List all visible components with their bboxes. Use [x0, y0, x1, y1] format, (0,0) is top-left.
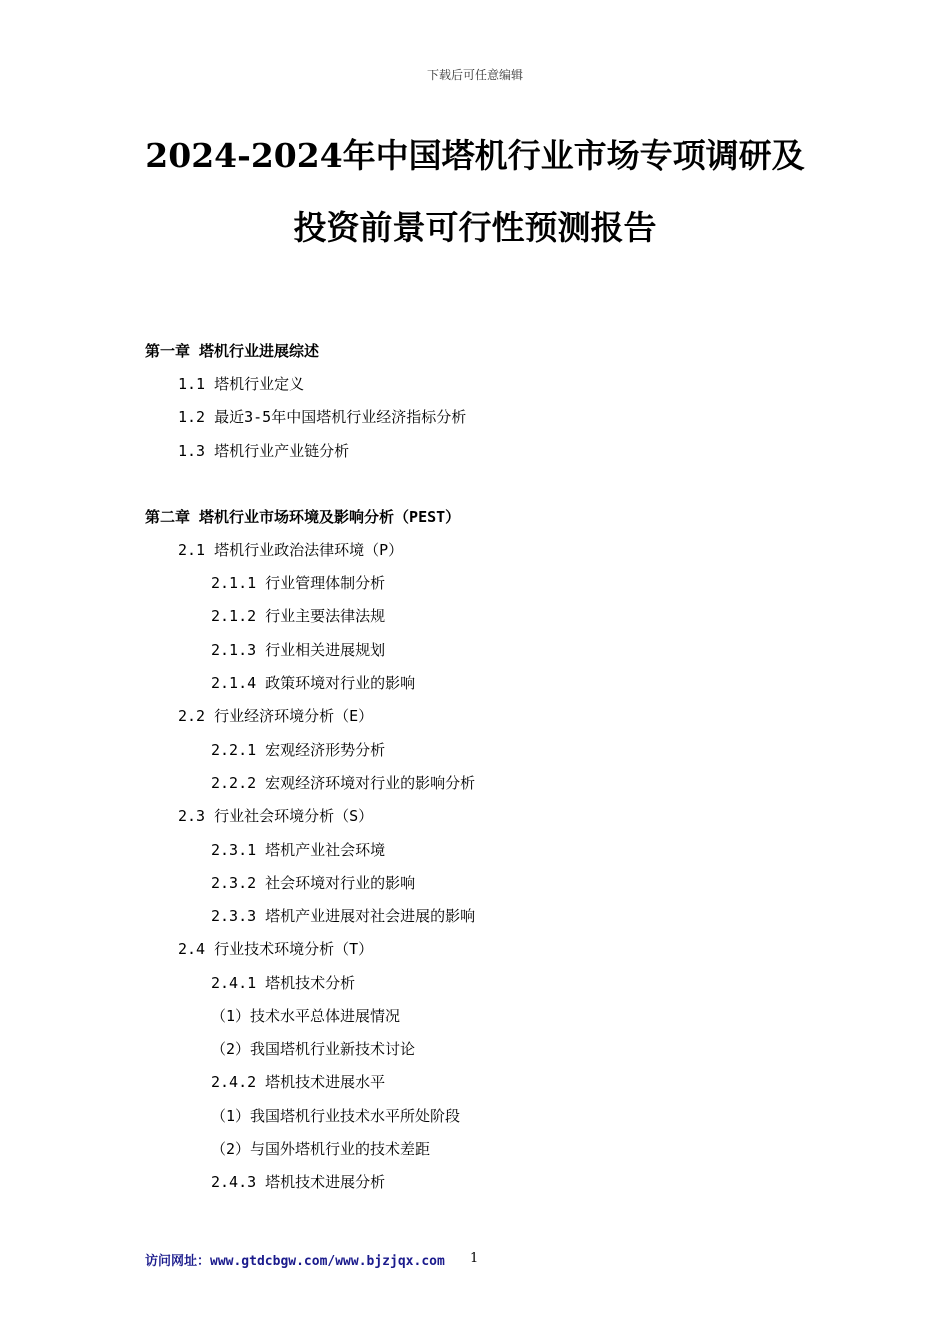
- toc-subsection: 2.2.1 宏观经济形势分析: [211, 741, 386, 759]
- toc-subsection: 2.1.3 行业相关进展规划: [211, 641, 386, 659]
- toc-section: 1.3 塔机行业产业链分析: [178, 442, 350, 460]
- toc-subsection: 2.4.2 塔机技术进展水平: [211, 1073, 386, 1091]
- toc-item: （2）与国外塔机行业的技术差距: [211, 1140, 431, 1158]
- page-number: 1: [470, 1251, 479, 1266]
- toc-subsection: 2.3.1 塔机产业社会环境: [211, 841, 386, 859]
- toc-subsection: 2.4.3 塔机技术进展分析: [211, 1173, 386, 1191]
- header-note: 下载后可任意编辑: [426, 68, 523, 82]
- toc-section: 2.4 行业技术环境分析（T）: [178, 940, 374, 958]
- toc-chapter: 第一章 塔机行业进展综述: [145, 342, 320, 360]
- toc-section: 2.2 行业经济环境分析（E）: [178, 707, 374, 725]
- toc-subsection: 2.4.1 塔机技术分析: [211, 974, 356, 992]
- toc-section: 1.2 最近3-5年中国塔机行业经济指标分析: [178, 408, 467, 426]
- toc-subsection: 2.1.2 行业主要法律法规: [211, 607, 386, 625]
- toc-subsection: 2.2.2 宏观经济环境对行业的影响分析: [211, 774, 476, 792]
- title-line-2: 投资前景可行性预测报告: [293, 208, 657, 247]
- toc-item: （1）技术水平总体进展情况: [211, 1007, 401, 1025]
- toc-section: 2.1 塔机行业政治法律环境（P）: [178, 541, 404, 559]
- toc-chapter: 第二章 塔机行业市场环境及影响分析（PEST）: [145, 508, 461, 526]
- toc-item: （1）我国塔机行业技术水平所处阶段: [211, 1107, 461, 1125]
- toc-section: 1.1 塔机行业定义: [178, 375, 305, 393]
- title-line-1: 2024-2024年中国塔机行业市场专项调研及: [145, 136, 805, 175]
- toc-subsection: 2.3.2 社会环境对行业的影响: [211, 874, 416, 892]
- footer-visit-link[interactable]: 访问网址：www.gtdcbgw.com/www.bjzjqx.com: [145, 1254, 445, 1269]
- toc-subsection: 2.3.3 塔机产业进展对社会进展的影响: [211, 907, 476, 925]
- toc-subsection: 2.1.1 行业管理体制分析: [211, 574, 386, 592]
- toc-section: 2.3 行业社会环境分析（S）: [178, 807, 374, 825]
- toc-item: （2）我国塔机行业新技术讨论: [211, 1040, 416, 1058]
- toc-subsection: 2.1.4 政策环境对行业的影响: [211, 674, 416, 692]
